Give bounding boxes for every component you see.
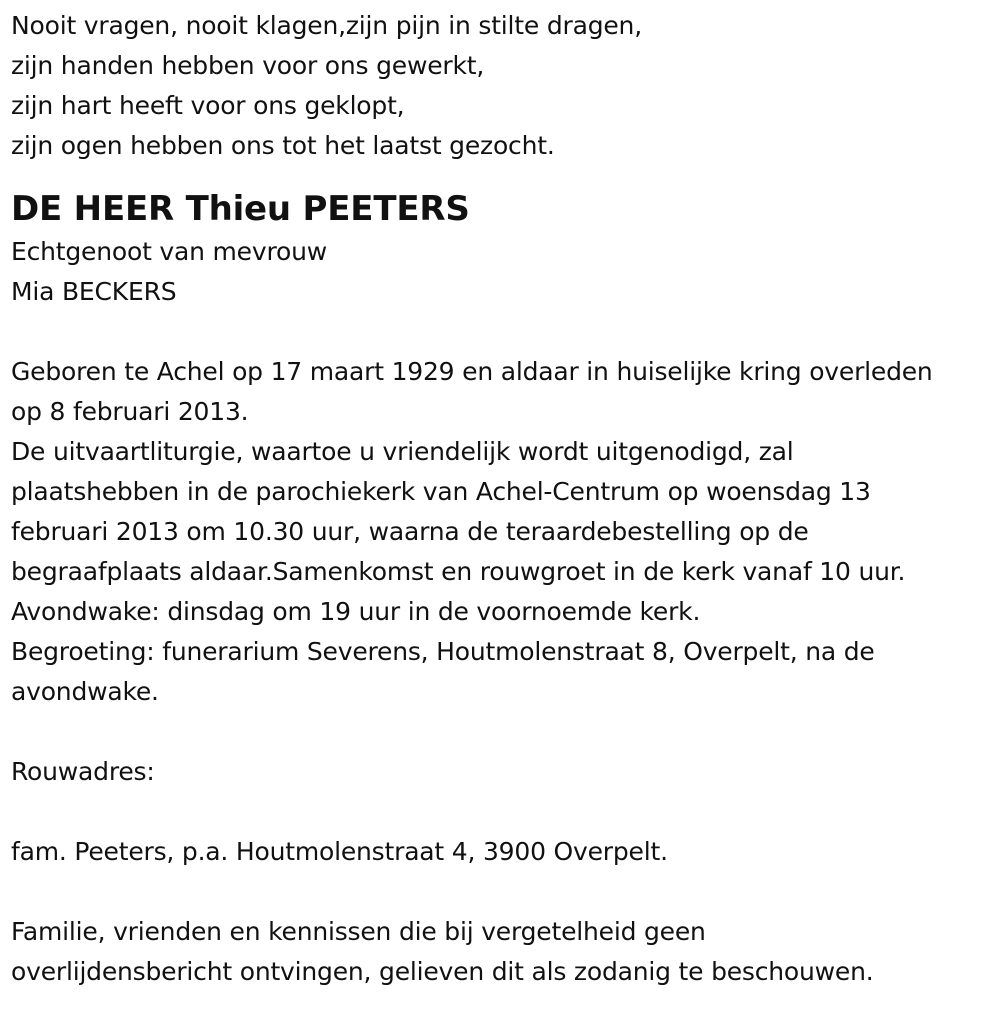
poem-line: zijn ogen hebben ons tot het laatst gezocht. <box>11 131 555 160</box>
details-line: avondwake. <box>11 677 159 706</box>
closing-line: Familie, vrienden en kennissen die bij vergetelheid geen <box>11 917 706 946</box>
obituary-notice <box>11 6 996 992</box>
details-line: begraafplaats aldaar.Samenkomst en rouwgroet in de kerk vanaf 10 uur. <box>11 557 906 586</box>
details-line: plaatshebben in de parochiekerk van Achel-Centrum op woensdag 13 <box>11 477 871 506</box>
details-line: Avondwake: dinsdag om 19 uur in de voornoemde kerk. <box>11 597 701 626</box>
details-line: Begroeting: funerarium Severens, Houtmolenstraat 8, Overpelt, na de <box>11 637 875 666</box>
details-line: Geboren te Achel op 17 maart 1929 en aldaar in huiselijke kring overleden <box>11 357 933 386</box>
closing-line: overlijdensbericht ontvingen, gelieven dit als zodanig te beschouwen. <box>11 957 874 986</box>
address-label: Rouwadres: <box>11 757 155 786</box>
poem-line: zijn handen hebben voor ons gewerkt, <box>11 51 485 80</box>
poem-line: Nooit vragen, nooit klagen,zijn pijn in stilte dragen, <box>11 11 642 40</box>
spouse-line: Echtgenoot van mevrouw <box>11 237 327 266</box>
poem <box>11 6 996 166</box>
details-line: februari 2013 om 10.30 uur, waarna de teraardebestelling op de <box>11 517 809 546</box>
deceased-name: DE HEER Thieu PEETERS <box>11 189 470 229</box>
poem-line: zijn hart heeft voor ons geklopt, <box>11 91 405 120</box>
spacer <box>11 792 996 832</box>
spouse-line: Mia BECKERS <box>11 277 177 306</box>
closing-note <box>11 912 996 992</box>
spacer <box>11 312 996 352</box>
details-line: De uitvaartliturgie, waartoe u vriendelijk wordt uitgenodigd, zal <box>11 437 794 466</box>
details-line: op 8 februari 2013. <box>11 397 249 426</box>
mourning-address: fam. Peeters, p.a. Houtmolenstraat 4, 3900 Overpelt. <box>11 837 668 866</box>
spacer <box>11 712 996 752</box>
spouse-info <box>11 232 996 312</box>
spacer <box>11 872 996 912</box>
funeral-details <box>11 352 996 712</box>
